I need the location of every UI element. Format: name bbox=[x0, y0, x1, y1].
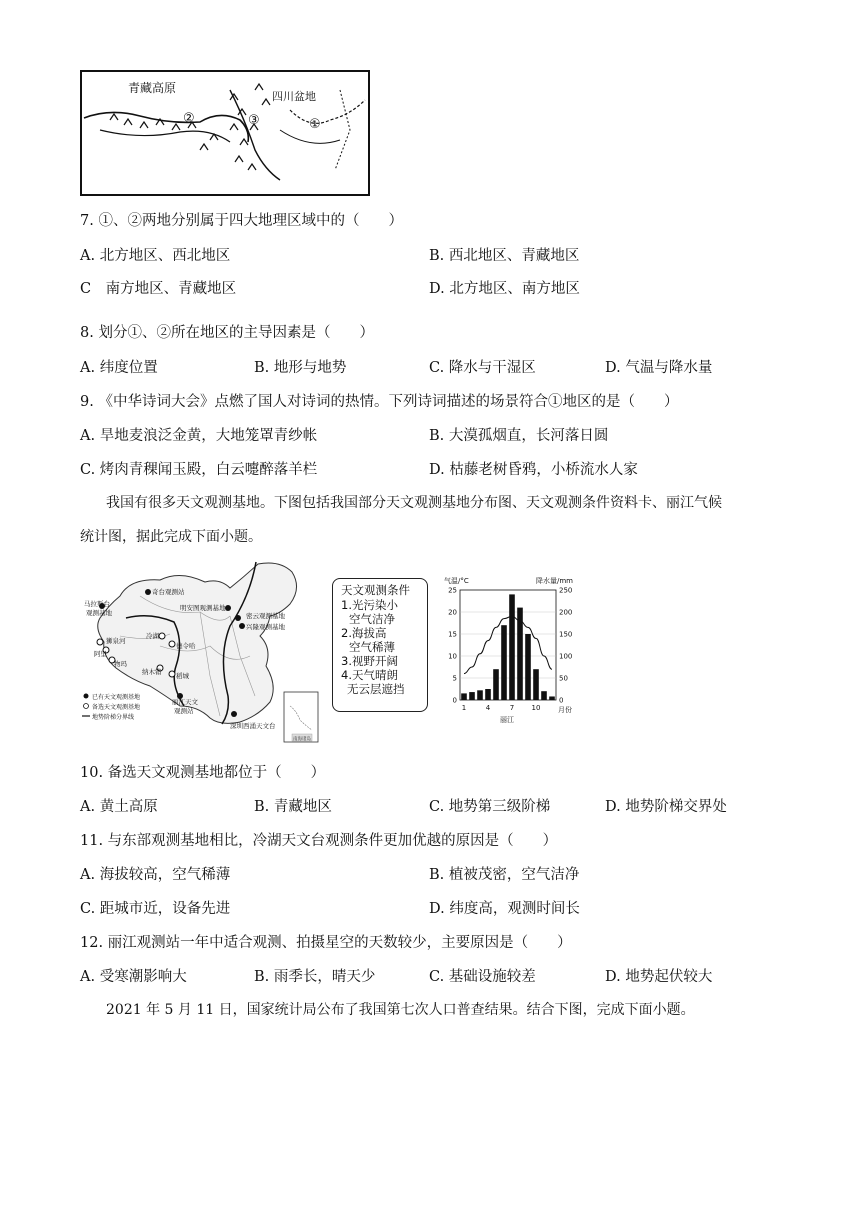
q10-option-d[interactable]: D. 地势阶梯交界处 bbox=[605, 799, 727, 815]
label-miyun: 密云观测基地 bbox=[246, 612, 285, 620]
q8-option-a[interactable]: A. 纬度位置 bbox=[80, 360, 158, 376]
svg-text:已有天文观测基地: 已有天文观测基地 bbox=[92, 694, 141, 701]
precip-bar-3 bbox=[477, 690, 483, 700]
q9-option-b[interactable]: B. 大漠孤烟直，长河落日圆 bbox=[429, 428, 609, 444]
q11-option-a[interactable]: A. 海拔较高，空气稀薄 bbox=[80, 867, 231, 883]
label-qitai: 奇台观测站 bbox=[152, 588, 185, 596]
label-delingha: 德令哈 bbox=[176, 642, 196, 650]
map1-label-2: ② bbox=[183, 111, 195, 126]
map1-label-sichuan: 四川盆地 bbox=[272, 90, 316, 103]
q7-option-b[interactable]: B. 西北地区、青藏地区 bbox=[429, 248, 580, 264]
x-tick: 4 bbox=[485, 704, 491, 712]
terrain-sketch-map bbox=[80, 70, 370, 196]
observation-conditions-card bbox=[332, 578, 428, 712]
q12-option-b[interactable]: B. 雨季长，晴天少 bbox=[254, 969, 376, 985]
map1-label-qingzang: 青藏高原 bbox=[128, 81, 177, 95]
y-left-tick: 0 bbox=[452, 696, 457, 705]
q7-stem: 7. ①、②两地分别属于四大地理区域中的（ ） bbox=[80, 213, 403, 229]
label-namucuo: 纳木错 bbox=[142, 668, 162, 676]
y-right-tick: 150 bbox=[559, 630, 573, 639]
card-line-1: 1.光污染小 bbox=[341, 598, 398, 612]
q7-option-c[interactable]: C 南方地区、青藏地区 bbox=[80, 281, 237, 297]
precip-bar-5 bbox=[493, 669, 499, 700]
precip-bar-6 bbox=[501, 625, 507, 700]
y-right-tick: 0 bbox=[559, 696, 564, 705]
q9-option-d[interactable]: D. 枯藤老树昏鸦，小桥流水人家 bbox=[429, 462, 638, 478]
card-line-2: 空气洁净 bbox=[349, 612, 395, 626]
y-left-tick: 15 bbox=[448, 630, 457, 639]
q9-stem: 9. 《中华诗词大会》点燃了国人对诗词的热情。下列诗词描述的场景符合①地区的是（ ） bbox=[80, 394, 679, 410]
card-line-7: 无云层遮挡 bbox=[347, 682, 405, 696]
y-left-tick: 20 bbox=[448, 608, 457, 617]
q11-option-b[interactable]: B. 植被茂密，空气洁净 bbox=[429, 867, 580, 883]
precip-bar-11 bbox=[541, 691, 547, 700]
y-right-tick: 200 bbox=[559, 608, 573, 617]
x-unit: 月份 bbox=[558, 706, 572, 714]
x-tick: 10 bbox=[531, 704, 541, 712]
q10-option-b[interactable]: B. 青藏地区 bbox=[254, 799, 332, 815]
label-shiquanhe: 狮泉河 bbox=[106, 637, 126, 645]
intro-observatory-line2: 统计图，据此完成下面小题。 bbox=[80, 529, 262, 545]
precip-bar-9 bbox=[525, 634, 531, 700]
y-right-tick: 100 bbox=[559, 652, 573, 661]
q10-option-c[interactable]: C. 地势第三级阶梯 bbox=[429, 799, 551, 815]
svg-text:备选天文观测基地: 备选天文观测基地 bbox=[92, 704, 141, 711]
precip-bar-12 bbox=[549, 696, 555, 700]
x-tick: 7 bbox=[509, 704, 515, 712]
plot-frame bbox=[460, 590, 556, 700]
precip-bar-4 bbox=[485, 689, 491, 700]
card-title: 天文观测条件 bbox=[341, 583, 410, 597]
y-left-tick: 10 bbox=[448, 652, 457, 661]
map-legend bbox=[82, 693, 140, 721]
temperature-curve bbox=[464, 616, 552, 673]
label-shenzhen: 深圳西涌天文台 bbox=[230, 722, 276, 730]
intro-census: 2021 年 5 月 11 日，国家统计局公布了我国第七次人口普查结果。结合下图，完成下面小题。 bbox=[106, 1002, 695, 1018]
q8-stem: 8. 划分①、②所在地区的主导因素是（ ） bbox=[80, 325, 374, 341]
precip-bar-1 bbox=[461, 693, 467, 700]
q11-option-d[interactable]: D. 纬度高，观测时间长 bbox=[429, 901, 580, 917]
inset-label: 南海诸岛 bbox=[293, 737, 311, 742]
label-ali: 阿里 bbox=[94, 650, 107, 658]
q12-option-a[interactable]: A. 受寒潮影响大 bbox=[80, 969, 187, 985]
label-lijiang2: 观测站 bbox=[174, 707, 194, 715]
q11-stem: 11. 与东部观测基地相比，冷湖天文台观测条件更加优越的原因是（ ） bbox=[80, 833, 558, 849]
q8-option-c[interactable]: C. 降水与干湿区 bbox=[429, 360, 536, 376]
label-xinglong: 兴隆观测基地 bbox=[246, 623, 285, 631]
y-right-tick: 50 bbox=[559, 674, 568, 683]
y-left-label: 气温/°C bbox=[444, 577, 469, 585]
label-lenghu: 冷湖 bbox=[146, 632, 159, 640]
map1-label-3: ③ bbox=[248, 113, 260, 128]
q12-option-c[interactable]: C. 基础设施较差 bbox=[429, 969, 536, 985]
x-tick: 1 bbox=[461, 704, 467, 712]
card-line-4: 空气稀薄 bbox=[349, 640, 395, 654]
precip-bar-7 bbox=[509, 594, 515, 700]
card-line-5: 3.视野开阔 bbox=[341, 654, 398, 668]
y-left-tick: 25 bbox=[448, 586, 457, 595]
q12-option-d[interactable]: D. 地势起伏较大 bbox=[605, 969, 713, 985]
q12-stem: 12. 丽江观测站一年中适合观测、拍摄星空的天数较少，主要原因是（ ） bbox=[80, 935, 572, 951]
y-right-label: 降水量/mm bbox=[536, 577, 573, 585]
precip-bar-2 bbox=[469, 692, 475, 700]
q7-option-d[interactable]: D. 北方地区、南方地区 bbox=[429, 281, 580, 297]
map1-label-1: ① bbox=[309, 117, 321, 132]
q8-option-b[interactable]: B. 地形与地势 bbox=[254, 360, 347, 376]
y-right-tick: 250 bbox=[559, 586, 573, 595]
label-mingan: 明安图观测基地 bbox=[180, 604, 226, 612]
label-lijiang: 丽江天文 bbox=[172, 698, 198, 706]
q8-option-d[interactable]: D. 气温与降水量 bbox=[605, 360, 713, 376]
label-daocheng: 稻城 bbox=[176, 672, 189, 680]
q10-stem: 10. 备选天文观测基地都位于（ ） bbox=[80, 765, 326, 781]
svg-text:地势阶梯分界线: 地势阶梯分界线 bbox=[92, 714, 135, 721]
q9-option-c[interactable]: C. 烤肉青稞闻玉殿，白云嚏醉落羊栏 bbox=[80, 462, 318, 478]
q11-option-c[interactable]: C. 距城市近，设备先进 bbox=[80, 901, 231, 917]
q7-option-a[interactable]: A. 北方地区、西北地区 bbox=[80, 248, 231, 264]
precip-bar-10 bbox=[533, 669, 539, 700]
q10-option-a[interactable]: A. 黄土高原 bbox=[80, 799, 158, 815]
intro-observatory-line1: 我国有很多天文观测基地。下图包括我国部分天文观测基地分布图、天文观测条件资料卡、丽江气候 bbox=[106, 495, 722, 511]
label-malati2: 观测基地 bbox=[86, 609, 112, 617]
card-line-6: 4.天气晴朗 bbox=[341, 668, 398, 682]
label-malati: 马拉斯台 bbox=[84, 600, 110, 608]
y-left-tick: 5 bbox=[452, 674, 457, 683]
china-observatory-map bbox=[80, 556, 320, 746]
card-line-3: 2.海拔高 bbox=[341, 626, 387, 640]
q9-option-a[interactable]: A. 旱地麦浪泛金黄，大地笼罩青纱帐 bbox=[80, 428, 318, 444]
lijiang-climate-chart bbox=[440, 574, 588, 724]
x-label: 丽江 bbox=[500, 716, 514, 724]
label-wuma: 物玛 bbox=[114, 660, 127, 668]
